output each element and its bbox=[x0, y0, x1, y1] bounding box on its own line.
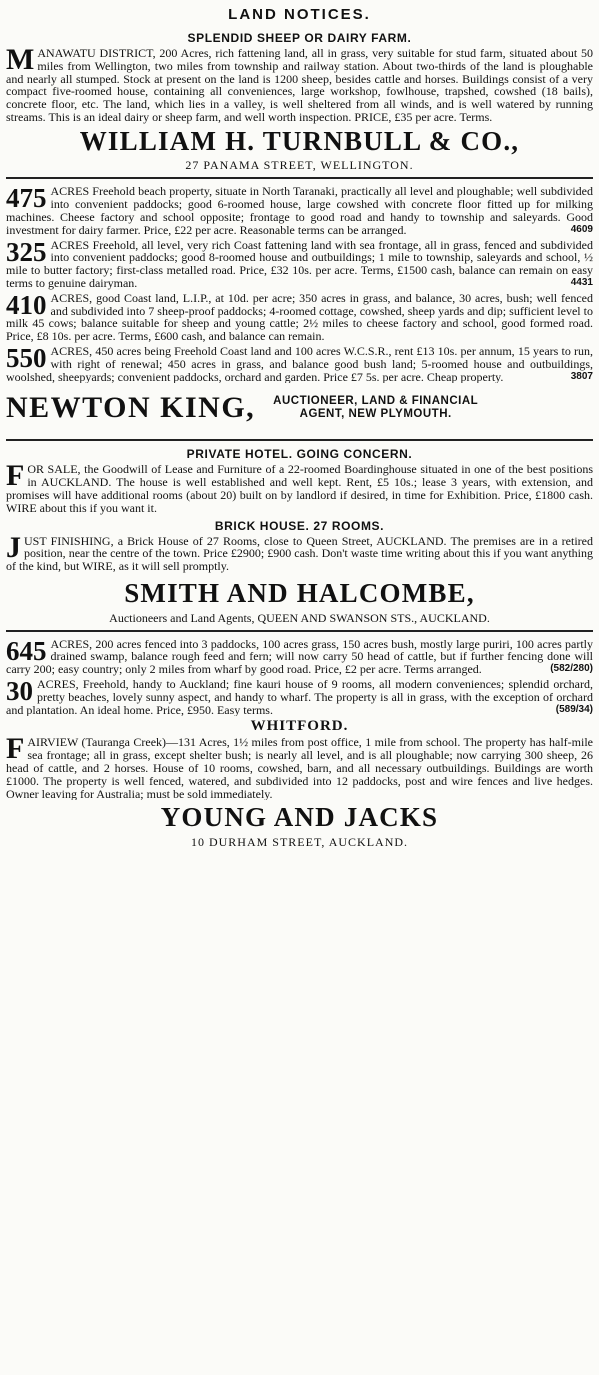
ref-number: 4609 bbox=[570, 223, 593, 235]
ad-heading: SPLENDID SHEEP OR DAIRY FARM. bbox=[187, 31, 412, 45]
listing-body bbox=[6, 678, 593, 716]
listing-body bbox=[6, 292, 593, 343]
drop-cap: F bbox=[6, 736, 25, 766]
listing bbox=[6, 638, 593, 676]
ad-brick-house bbox=[6, 519, 593, 626]
listing-body bbox=[6, 239, 593, 290]
listing bbox=[6, 292, 593, 343]
listing-body bbox=[6, 638, 593, 676]
ad-manawatu bbox=[6, 31, 593, 173]
firm-name: WILLIAM H. TURNBULL & CO., bbox=[79, 125, 520, 156]
ad-heading: WHITFORD. bbox=[250, 718, 349, 735]
newton-king-listings bbox=[6, 185, 593, 425]
ad-body bbox=[6, 736, 593, 800]
ad-heading: BRICK HOUSE. 27 ROOMS. bbox=[214, 518, 385, 533]
listing-text: ACRES, 200 acres fenced into 3 paddocks, 100 acres grass, 150 acres bush, mostly large puriri, 100 acres partly drained swamp, balance rough feed and fern; will now carry 50 head of cattle, but if further fencing done will carry 200; easy country; only 2 miles from wharf by good road. Price, £2 per acre. Terms arranged. bbox=[6, 637, 593, 677]
drop-cap: J bbox=[6, 534, 21, 564]
ad-body bbox=[6, 47, 593, 124]
tagline-line: AGENT, NEW PLYMOUTH. bbox=[299, 408, 452, 421]
listing bbox=[6, 678, 593, 716]
listing-body bbox=[6, 345, 593, 383]
ad-text: AIRVIEW (Tauranga Creek)—131 Acres, 1½ miles from post office, 1 mile from school. The property has half-mile sea frontage; all in grass, except shelter bush; is nearly all level, and is all ploughable; now carrying 300 sheep, 26 head of cattle, and 2 horses. House of 10 rooms, cowshed, barn, and all necessary outbuildings. Buildings are worth £1000. The property is well fenced, watered, and subdivided into 12 paddocks, post and wire fences and live hedges. Owner leaving for Australia; must be sold immediately. bbox=[6, 736, 593, 801]
firm-address: 27 PANAMA STREET, WELLINGTON. bbox=[185, 158, 414, 173]
listing-text: ACRES, Freehold, handy to Auckland; fine kauri house of 9 rooms, all modern conveniences; splendid orchard, pretty beaches, lovely sunny aspect, and handy to wharf. The property is all in grass, with the exception of orchard and plantation. An ideal home. Price, £950. Easy terms. bbox=[6, 678, 593, 717]
ref-number: 3807 bbox=[570, 370, 593, 382]
ad-heading: PRIVATE HOTEL. GOING CONCERN. bbox=[186, 447, 413, 462]
newton-king-signature bbox=[6, 391, 593, 425]
drop-cap: F bbox=[6, 463, 25, 493]
acreage-number: 30 bbox=[6, 678, 33, 707]
listing-body bbox=[6, 185, 593, 236]
divider bbox=[6, 177, 593, 179]
acreage-number: 325 bbox=[6, 238, 47, 267]
listing bbox=[6, 239, 593, 290]
ad-body bbox=[6, 463, 593, 514]
listing-text: ACRES, 450 acres being Freehold Coast land and 100 acres W.C.S.R., rent £13 10s. per annum, 15 years to run, with right of renewal; 450 acres in grass, and balance good bush land; 5-roomed house and outbuildings, woolshed, sheepyards; convenient paddocks, orchard and garden. Price £7 5s. per acre. Cheap property. bbox=[6, 345, 593, 384]
acreage-number: 550 bbox=[6, 345, 47, 374]
section-masthead: LAND NOTICES. bbox=[228, 6, 371, 23]
divider bbox=[6, 439, 593, 441]
firm-name: YOUNG AND JACKS bbox=[160, 802, 439, 833]
young-jacks-listings bbox=[6, 638, 593, 850]
drop-cap: M bbox=[6, 47, 35, 76]
ad-text: UST FINISHING, a Brick House of 27 Rooms, close to Queen Street, AUCKLAND. The premises are in a retired position, near the centre of the town. Price £2900; £900 cash. Don't waste time writing about this if you want anything of the kind, but WIRE, as it will sell promptly. bbox=[6, 534, 593, 573]
divider bbox=[6, 630, 593, 632]
ad-body bbox=[6, 535, 593, 573]
firm-address: 10 DURHAM STREET, AUCKLAND. bbox=[190, 835, 409, 850]
listing bbox=[6, 185, 593, 236]
firm-tagline bbox=[273, 395, 478, 421]
listing bbox=[6, 345, 593, 383]
acreage-number: 475 bbox=[6, 185, 47, 214]
ref-number: 4431 bbox=[570, 277, 593, 289]
ad-text: ANAWATU DISTRICT, 200 Acres, rich fattening land, all in grass, very suitable for stud farm, situated about 50 miles from Wellington, two miles from township and railway station. About two-thirds of the land is ploughable and nearly all stumped. Stock at present on the land is 1200 sheep, besides cattle and horses. Buildings consist of a very compact five-roomed house, containing all conveniences, large workshop, fowlhouse, trapshed, cowshed (18 bails), concrete floor, etc. The land, which lies in a valley, is well sheltered from all winds, and is well watered by running streams. This is an ideal dairy or sheep farm, and well worth inspection. PRICE, £35 per acre. Terms. bbox=[6, 47, 593, 124]
acreage-number: 645 bbox=[6, 637, 47, 666]
tagline-line: AUCTIONEER, LAND & FINANCIAL bbox=[273, 395, 479, 408]
acreage-number: 410 bbox=[6, 291, 47, 320]
listing-text: ACRES Freehold beach property, situate in North Taranaki, practically all level and ploughable; well subdivided into convenient paddocks; good 6-roomed house, large cowshed with concrete floor fitted up for milking machines. Cheese factory and school opposite; frontage to good road and handy to township and saleyards. Good investment for dairy farmer. Price, £22 per acre. Reasonable terms can be arranged. bbox=[6, 185, 593, 237]
listing-text: ACRES, good Coast land, L.I.P., at 10d. per acre; 350 acres in grass, and balance, 30 acres, bush; well fenced and subdivided into 7 sheep-proof paddocks; 4-roomed cottage, cowshed, sheep yards and dip; sufficient level to milk 45 cows; balance suitable for sheep and young cattle; 2½ miles to cheese factory and school, good formed road. Price, £8 10s. per acre. Terms, £600 cash, and balance can remain. bbox=[6, 291, 593, 344]
firm-name: NEWTON KING, bbox=[6, 391, 256, 425]
ref-number: (589/34) bbox=[555, 703, 593, 715]
firm-address: Auctioneers and Land Agents, QUEEN AND SWANSON STS., AUCKLAND. bbox=[109, 610, 490, 625]
ad-text: OR SALE, the Goodwill of Lease and Furniture of a 22-roomed Boardinghouse situated in one of the best positions in AUCKLAND. The house is well established and well kept. Rent, £5 10s.; lease 3 years, with extension, and promises will have additional rooms (about 20) built on by landlord if desired, in time for Exhibition. Price, £1800 cash. WIRE about this if you want it. bbox=[6, 463, 593, 515]
firm-name: SMITH AND HALCOMBE, bbox=[124, 578, 475, 608]
ad-private-hotel bbox=[6, 447, 593, 514]
ref-number: (582/280) bbox=[550, 663, 593, 675]
listing-text: ACRES Freehold, all level, very rich Coast fattening land with sea frontage, all in grass, fenced and subdivided into convenient paddocks; good 8-roomed house and outbuildings; 1 mile to township, saleyards and school, ½ mile to butter factory; first-class metalled road. Price, £32 10s. per acre. Terms, £1500 cash, balance can remain on easy terms to genuine dairyman. bbox=[6, 238, 593, 290]
